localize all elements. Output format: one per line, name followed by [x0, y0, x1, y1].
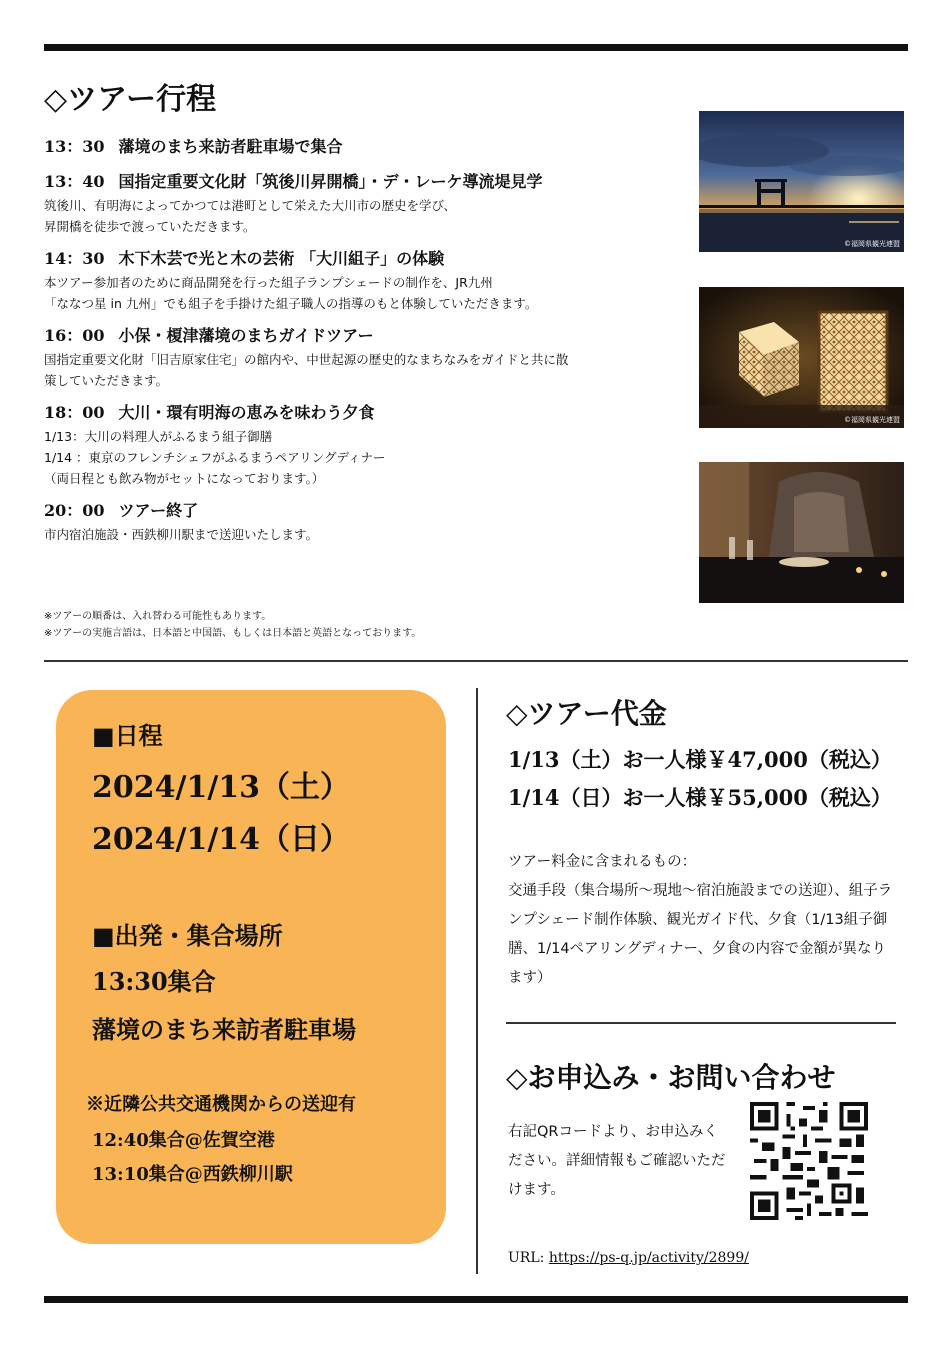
schedule-date: 2024/1/13（土）: [92, 770, 351, 805]
itinerary-item: [44, 323, 684, 391]
includes-label: ツアー料金に含まれるもの：: [508, 854, 697, 870]
url-line: [508, 1250, 749, 1266]
meeting-time: 13:30集合: [92, 967, 216, 996]
bottom-rule: [44, 1296, 908, 1303]
itinerary-item-title: 小保・榎津藩境のまちガイドツアー: [118, 326, 374, 345]
itinerary-item: [44, 498, 684, 545]
photo-credit: ©福岡県観光連盟: [844, 240, 900, 248]
includes-text: 交通手段（集合場所～現地～宿泊施設までの送迎）、組子ランプシェード制作体験、観光ガイド代、夕食（1/13組子御膳、1/14ペアリングディナー、夕食の内容で金額が異なります）: [508, 883, 893, 986]
itinerary-notes: [44, 608, 421, 642]
activity-link[interactable]: https://ps-q.jp/activity/2899/: [548, 1250, 749, 1266]
itinerary-desc: 市内宿泊施設・西鉄柳川駅まで送迎いたします。: [44, 527, 319, 542]
note-line: ※ツアーの実施言語は、日本語と中国語、もしくは日本語と英語となっております。: [44, 628, 422, 639]
itinerary-time: 18：00: [44, 403, 105, 422]
itinerary-desc: 昇開橋を徒歩で渡っていただきます。: [44, 219, 256, 234]
itinerary-time: 16：00: [44, 326, 105, 345]
itinerary-desc: 「ななつ星 in 九州」でも組子を手掛けた組子職人の指導のもと体験していただきます。: [44, 296, 538, 311]
price-title: ◇ツアー代金: [506, 697, 667, 730]
price-includes: [508, 848, 898, 993]
price-line: 1/14（日）お一人様￥55,000（税込）: [508, 785, 892, 810]
itinerary-item-title: 国指定重要文化財「筑後川昇開橋」・デ・レーケ導流堤見学: [118, 172, 543, 191]
itinerary-time: 20：00: [44, 501, 105, 520]
itinerary-item-title: ツアー終了: [118, 501, 199, 520]
itinerary-item-title: 木下木芸で光と木の芸術 「大川組子」の体験: [118, 249, 445, 268]
itinerary-desc: 策していただきます。: [44, 373, 169, 388]
itinerary-item: [44, 169, 684, 237]
itinerary-desc: （両日程とも飲み物がセットになっております。）: [44, 471, 325, 486]
qr-code[interactable]: [750, 1102, 868, 1220]
apply-divider: [506, 1022, 896, 1024]
meeting-heading: ■出発・集合場所: [92, 921, 283, 950]
itinerary-desc: 筑後川、有明海によってかつては港町として栄えた大川市の歴史を学び、: [44, 198, 457, 213]
schedule-date: 2024/1/14（日）: [92, 822, 351, 857]
itinerary-time: 13：30: [44, 137, 105, 156]
apply-text: 右記QRコードより、お申込みください。詳細情報もご確認いただけます。: [508, 1124, 726, 1198]
url-label: URL:: [508, 1250, 549, 1266]
meeting-place: 藩境のまち来訪者駐車場: [92, 1015, 356, 1044]
transfer-point: 12:40集合@佐賀空港: [92, 1130, 275, 1151]
photo-credit: ©福岡県観光連盟: [844, 416, 900, 424]
transfer-note: ※近隣公共交通機関からの送迎有: [86, 1094, 356, 1115]
note-line: ※ツアーの順番は、入れ替わる可能性もあります。: [44, 611, 272, 622]
itinerary-desc: 国指定重要文化財「旧吉原家住宅」の館内や、中世起源の歴史的なまちなみをガイドと共に散: [44, 352, 569, 367]
section-divider: [44, 660, 908, 662]
itinerary-time: 13：40: [44, 172, 105, 191]
column-divider: [476, 688, 478, 1274]
price-line: 1/13（土）お一人様￥47,000（税込）: [508, 747, 892, 772]
itinerary-desc: 1/13：大川の料理人がふるまう組子御膳: [44, 429, 273, 444]
itinerary-item-title: 藩境のまち来訪者駐車場で集合: [118, 137, 343, 156]
top-rule: [44, 44, 908, 51]
itinerary-list: [44, 134, 684, 554]
itinerary-time: 14：30: [44, 249, 105, 268]
bridge-sunset-photo: [699, 111, 904, 252]
itinerary-item: [44, 246, 684, 314]
apply-title: ◇お申込み・お問い合わせ: [506, 1061, 836, 1094]
transfer-point: 13:10集合@西鉄柳川駅: [92, 1164, 293, 1185]
itinerary-item: [44, 400, 684, 489]
itinerary-desc: 本ツアー参加者のために商品開発を行った組子ランプシェードの制作を、JR九州: [44, 275, 493, 290]
itinerary-desc: 1/14 ：東京のフレンチシェフがふるまうペアリングディナー: [44, 450, 386, 465]
dinner-photo: [699, 462, 904, 603]
itinerary-item-title: 大川・環有明海の恵みを味わう夕食: [118, 403, 375, 422]
itinerary-item: [44, 134, 684, 160]
itinerary-title: ◇ツアー行程: [44, 82, 217, 117]
schedule-heading: ■日程: [92, 721, 163, 750]
kumiko-lamp-photo: [699, 287, 904, 428]
